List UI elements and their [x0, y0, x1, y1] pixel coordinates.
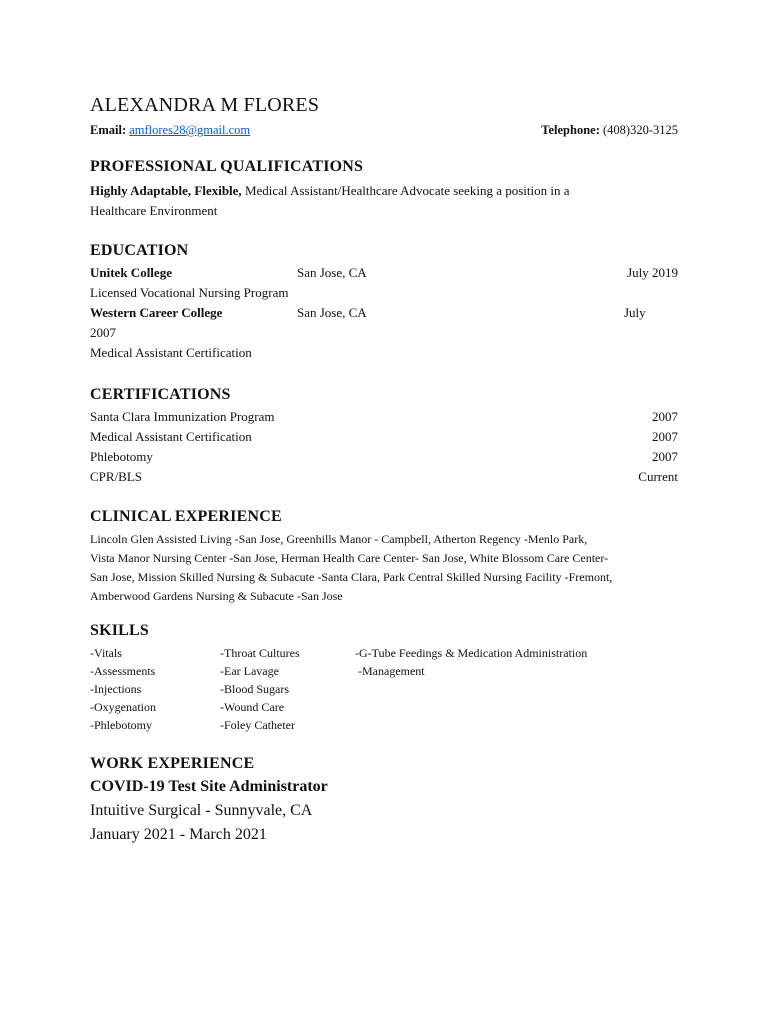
skill-item: -G-Tube Feedings & Medication Administration [355, 646, 588, 660]
qualifications-rest: Medical Assistant/Healthcare Advocate seeking a position in a [241, 183, 570, 198]
education-heading: EDUCATION [90, 242, 189, 259]
skills-column-2 [220, 644, 300, 734]
email-link[interactable]: amflores28@gmail.com [129, 123, 251, 137]
skill-item: -Foley Catheter [220, 718, 295, 732]
school-location: San Jose, CA [297, 265, 367, 280]
job-dates: January 2021 - March 2021 [90, 826, 267, 843]
skill-item: -Vitals [90, 646, 122, 660]
work-heading: WORK EXPERIENCE [90, 755, 255, 772]
qualifications-heading: PROFESSIONAL QUALIFICATIONS [90, 158, 364, 175]
qualifications-line-2: Healthcare Environment [90, 203, 218, 218]
skill-item: -Injections [90, 682, 142, 696]
email-label: Email: [90, 123, 127, 137]
email-block [90, 123, 250, 138]
clinical-line: Amberwood Gardens Nursing & Subacute -San Jose [90, 589, 343, 603]
clinical-line: Vista Manor Nursing Center -San Jose, Herman Health Care Center- San Jose, White Blossom Care Center- [90, 551, 609, 565]
school-name: Western Career College [90, 305, 223, 320]
clinical-line: San Jose, Mission Skilled Nursing & Subacute -Santa Clara, Park Central Skilled Nursing Facility -Fremont, [90, 570, 613, 584]
skill-item: -Phlebotomy [90, 718, 152, 732]
clinical-sites [90, 530, 680, 606]
certification-name: Medical Assistant Certification [90, 429, 252, 444]
phone-label: Telephone: [541, 123, 600, 137]
qualifications-line-1 [90, 181, 678, 201]
skill-item: -Ear Lavage [220, 664, 279, 678]
skill-item: -Throat Cultures [220, 646, 300, 660]
skill-item: -Oxygenation [90, 700, 156, 714]
skill-item: -Blood Sugars [220, 682, 289, 696]
certification-date: 2007 [652, 409, 678, 424]
job-company: Intuitive Surgical - Sunnyvale, CA [90, 802, 313, 819]
clinical-heading: CLINICAL EXPERIENCE [90, 508, 282, 525]
certifications-heading: CERTIFICATIONS [90, 386, 231, 403]
education-date-wrap [90, 325, 678, 345]
certification-name: CPR/BLS [90, 469, 143, 484]
candidate-name: ALEXANDRA M FLORES [90, 94, 320, 116]
skills-column-3 [355, 644, 587, 680]
phone-number: (408)320-3125 [603, 123, 678, 137]
certification-name: Phlebotomy [90, 449, 153, 464]
certification-item [90, 469, 678, 489]
education-program-2 [90, 345, 678, 365]
clinical-line: Lincoln Glen Assisted Living -San Jose, Greenhills Manor - Campbell, Atherton Regency -Menlo Park, [90, 532, 588, 546]
school-date: July 2019 [627, 265, 678, 280]
certification-date: Current [638, 469, 678, 484]
skill-item: -Wound Care [220, 700, 285, 714]
certification-date: 2007 [652, 449, 678, 464]
education-entry-1 [90, 265, 678, 285]
program-name: Licensed Vocational Nursing Program [90, 285, 289, 300]
skills-heading: SKILLS [90, 622, 150, 639]
certification-item [90, 449, 678, 469]
education-entry-2 [90, 305, 678, 325]
qualifications-bold: Highly Adaptable, Flexible, [90, 183, 242, 198]
school-date-year: 2007 [90, 325, 116, 340]
skills-column-1 [90, 644, 156, 734]
certification-date: 2007 [652, 429, 678, 444]
skill-item: -Management [355, 664, 425, 678]
certification-name: Santa Clara Immunization Program [90, 409, 275, 424]
school-name: Unitek College [90, 265, 172, 280]
skill-item: -Assessments [90, 664, 156, 678]
program-name: Medical Assistant Certification [90, 345, 252, 360]
certification-item [90, 429, 678, 449]
phone-block [541, 123, 678, 138]
school-date-month: July [624, 305, 646, 320]
job-title: COVID-19 Test Site Administrator [90, 778, 328, 795]
education-program-1 [90, 285, 678, 305]
school-location: San Jose, CA [297, 305, 367, 320]
certification-item [90, 409, 678, 429]
